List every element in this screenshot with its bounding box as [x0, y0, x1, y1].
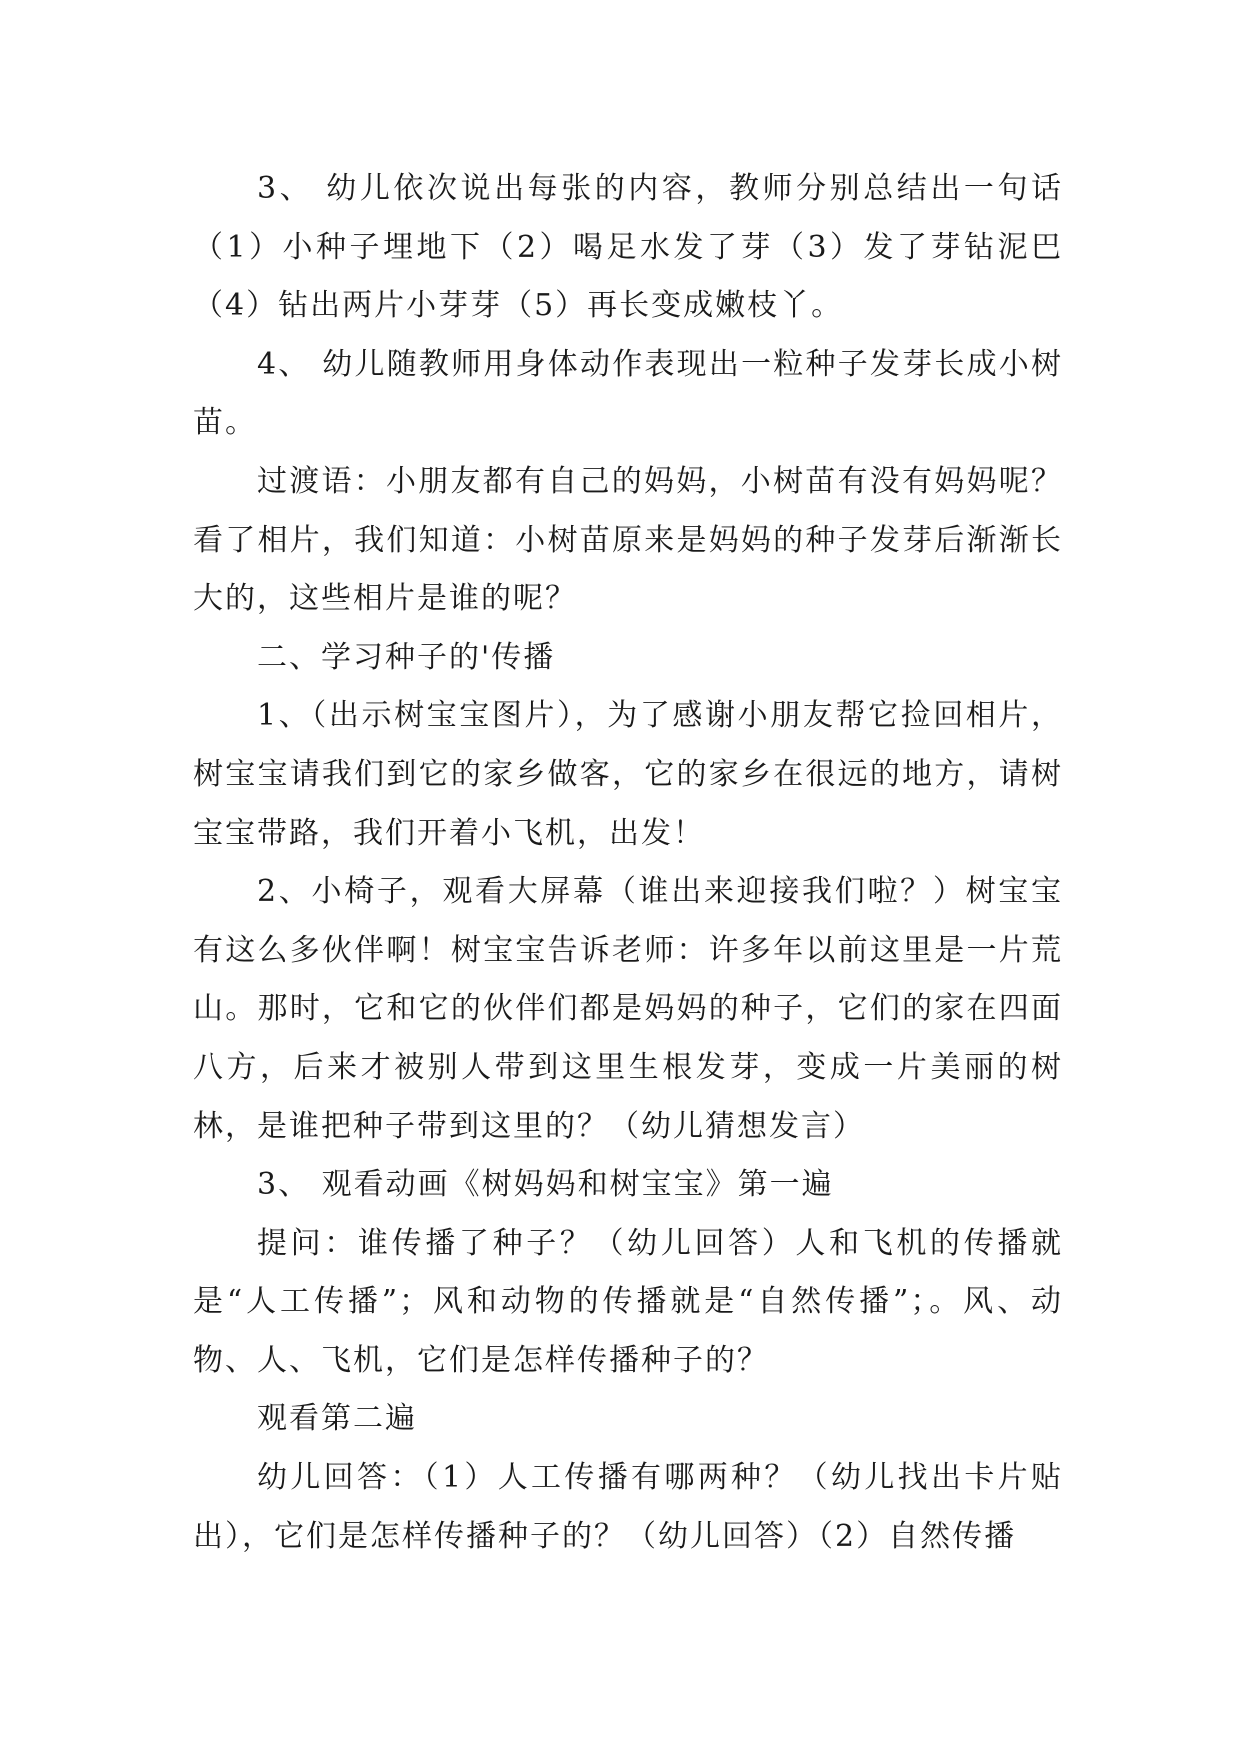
paragraph: 3、 幼儿依次说出每张的内容，教师分别总结出一句话（1）小种子埋地下（2）喝足水发了芽（3）发了芽钻泥巴（4）钻出两片小芽芽（5）再长变成嫩枝丫。 — [193, 171, 1063, 324]
document-body — [193, 160, 1063, 1566]
paragraph: 1、（出示树宝宝图片），为了感谢小朋友帮它捡回相片，树宝宝请我们到它的家乡做客，它的家乡在很远的地方，请树宝宝带路，我们开着小飞机，出发！ — [193, 698, 1063, 851]
paragraph: 观看第二遍 — [257, 1401, 417, 1437]
paragraph: 提问：谁传播了种子？（幼儿回答）人和飞机的传播就是“人工传播”；风和动物的传播就是“自然传播”；。风、动物、人、飞机，它们是怎样传播种子的？ — [193, 1225, 1063, 1378]
paragraph: 幼儿回答：（1）人工传播有哪两种？（幼儿找出卡片贴出），它们是怎样传播种子的？（幼儿回答）（2）自然传播 — [193, 1460, 1063, 1554]
paragraph: 4、 幼儿随教师用身体动作表现出一粒种子发芽长成小树苗。 — [193, 346, 1063, 441]
paragraph: 3、 观看动画《树妈妈和树宝宝》第一遍 — [257, 1167, 834, 1203]
paragraph: 2、小椅子，观看大屏幕（谁出来迎接我们啦？）树宝宝有这么多伙伴啊！树宝宝告诉老师：许多年以前这里是一片荒山。那时，它和它的伙伴们都是妈妈的种子，它们的家在四面八方，后来才被别人带到这里生根发芽，变成一片美丽的树林，是谁把种子带到这里的？（幼儿猜想发言） — [193, 874, 1063, 1144]
paragraph: 过渡语：小朋友都有自己的妈妈，小树苗有没有妈妈呢？看了相片，我们知道：小树苗原来是妈妈的种子发芽后渐渐长大的，这些相片是谁的呢？ — [193, 463, 1063, 617]
section-heading: 二、学习种子的'传播 — [257, 639, 556, 675]
